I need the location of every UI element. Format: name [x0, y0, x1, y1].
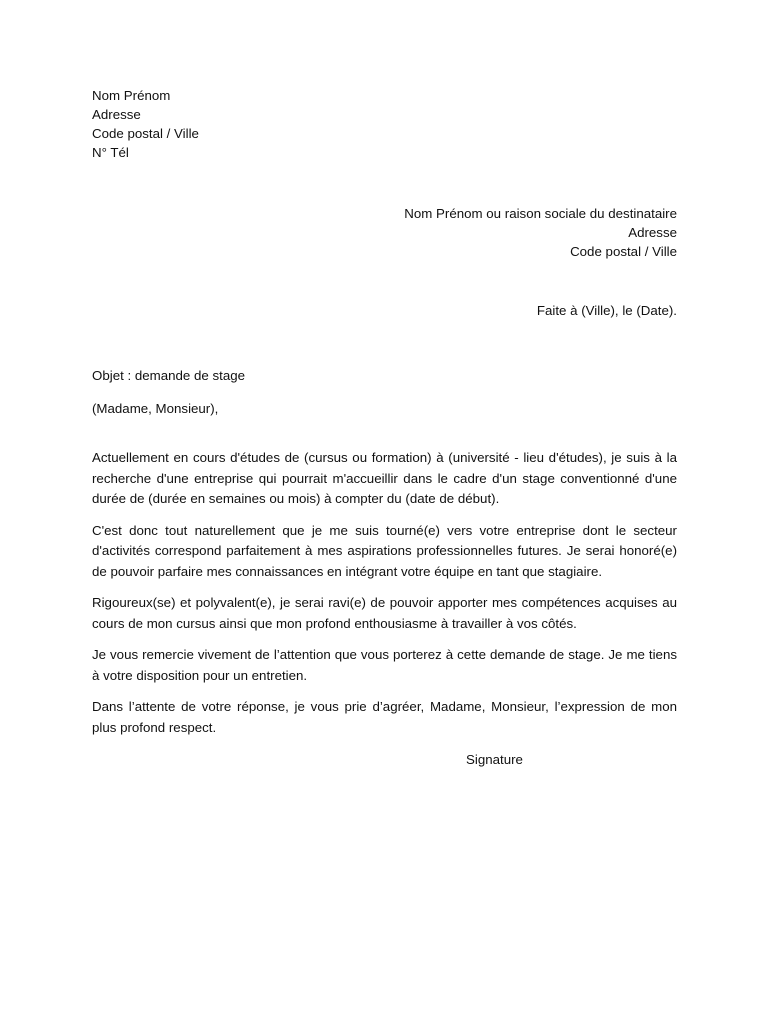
subject-line: Objet : demande de stage — [92, 368, 246, 383]
signature-label: Signature — [466, 752, 523, 767]
body-paragraph: Je vous remercie vivement de l’attention que vous porterez à cette demande de stage. Je me tiens à votre disposition pour un entretien. — [92, 647, 677, 683]
recipient-address: Adresse — [628, 225, 677, 240]
date-line: Faite à (Ville), le (Date). — [536, 303, 677, 318]
sender-block — [92, 86, 199, 162]
salutation: (Madame, Monsieur), — [92, 401, 219, 416]
recipient-name: Nom Prénom ou raison sociale du destinataire — [404, 206, 677, 221]
sender-address: Adresse — [92, 107, 141, 122]
sender-postal-city: Code postal / Ville — [92, 126, 199, 141]
body-paragraph: Rigoureux(se) et polyvalent(e), je serai ravi(e) de pouvoir apporter mes compétences acquises au cours de mon cursus ainsi que mon profond enthousiasme à travailler à vos côtés. — [92, 595, 677, 631]
sender-phone: N° Tél — [92, 145, 129, 160]
letter-body — [92, 448, 677, 749]
body-paragraph: Actuellement en cours d'études de (cursus ou formation) à (université - lieu d'études), je suis à la recherche d'une entreprise qui pourrait m'accueillir dans le cadre d'un stage conventionné d'une durée de (durée en semaines ou mois) à compter du (date de début). — [92, 450, 677, 506]
body-paragraph: Dans l’attente de votre réponse, je vous prie d’agréer, Madame, Monsieur, l’expression de mon plus profond respect. — [92, 699, 677, 735]
recipient-block — [404, 204, 677, 261]
body-paragraph: C'est donc tout naturellement que je me suis tourné(e) vers votre entreprise dont le secteur d'activités correspond parfaitement à mes aspirations professionnelles futures. Je serai honoré(e) de pouvoir parfaire mes connaissances en intégrant votre équipe en tant que stagiaire. — [92, 522, 677, 579]
recipient-postal-city: Code postal / Ville — [570, 244, 677, 259]
sender-name: Nom Prénom — [92, 88, 171, 103]
